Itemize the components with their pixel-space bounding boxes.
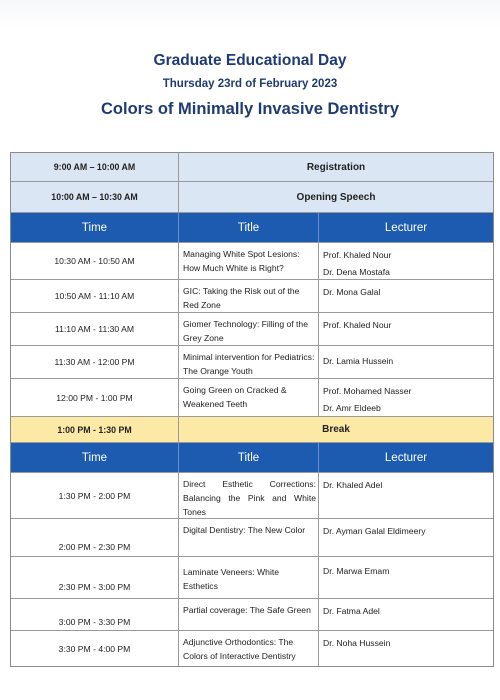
row-title: Giomer Technology: Filling of the Grey Zone [179,313,319,345]
row-time: 3:00 PM - 3:30 PM [11,599,179,630]
table-row [11,378,493,416]
lecturer-name: Dr. Mona Galal [323,287,381,297]
lecturer-name: Dr. Marwa Emam [323,566,390,576]
row-title: Going Green on Cracked & Weakened Teeth [179,379,319,416]
lecturer-name: Dr. Lamia Hussein [323,355,394,366]
row-title: GIC: Taking the Risk out of the Red Zone [179,280,319,312]
table-header-row [11,212,493,242]
lecturer-name: Dr. Amr Eldeeb [323,403,381,413]
event-title: Graduate Educational Day [153,52,347,69]
opening-speech-row [11,181,493,212]
row-lecturer [319,280,493,312]
row-lecturer [319,379,493,416]
table-row [11,556,493,598]
row-time: 10:30 AM - 10:50 AM [11,243,179,279]
table-row [11,312,493,345]
lecturer-name: Dr. Noha Hussein [323,638,391,648]
table-row [11,345,493,378]
opening-speech-time: 10:00 AM – 10:30 AM [11,182,179,212]
lecturer-name: Dr. Dena Mostafa [323,267,390,277]
row-time: 10:50 AM - 11:10 AM [11,280,179,312]
break-time: 1:00 PM - 1:30 PM [11,417,179,442]
row-title: Partial coverage: The Safe Green [179,599,319,630]
registration-row [11,153,493,181]
event-date: Thursday 23rd of February 2023 [162,78,338,90]
opening-speech-label: Opening Speech [296,191,376,203]
row-time: 2:00 PM - 2:30 PM [11,519,179,556]
schedule-table [10,152,494,667]
row-time: 1:30 PM - 2:00 PM [11,473,179,518]
row-title: Digital Dentistry: The New Color [179,519,319,556]
registration-label: Registration [306,161,366,173]
lecturer-name: Dr. Khaled Adel [323,480,383,490]
lecturer-name: Prof. Mohamed Nasser [323,386,412,396]
lecturer-name: Prof. Khaled Nour [323,320,392,330]
header [0,52,500,119]
column-header-time: Time [11,443,179,472]
table-row [11,279,493,312]
row-time: 11:30 AM - 12:00 PM [11,346,179,378]
row-lecturer [319,473,493,518]
registration-time: 9:00 AM – 10:00 AM [11,153,179,181]
column-header-lecturer: Lecturer [384,221,428,234]
row-title: Managing White Spot Lesions: How Much White is Right? [179,243,319,279]
break-row [11,416,493,442]
row-lecturer [319,346,493,378]
lecturer-name: Prof. Khaled Nour [323,250,392,260]
column-header-lecturer: Lecturer [384,451,428,464]
row-time: 11:10 AM - 11:30 AM [11,313,179,345]
table-header-row [11,442,493,472]
row-lecturer [319,519,493,556]
row-lecturer [319,557,493,598]
column-header-title: Title [179,213,319,242]
row-time: 2:30 PM - 3:00 PM [11,557,179,598]
table-row [11,472,493,518]
column-header-title: Title [179,443,319,472]
row-title: Adjunctive Orthodontics: The Colors of Interactive Dentistry [179,631,319,666]
row-title: Direct Esthetic Corrections: Balancing the Pink and White Tones [179,473,319,518]
table-row [11,518,493,556]
table-row [11,242,493,279]
row-title: Laminate Veneers: White Esthetics [179,557,319,598]
break-label: Break [322,424,350,435]
lecturer-name: Dr. Ayman Galal Eldimeery [323,526,426,536]
row-lecturer [319,243,493,279]
column-header-time: Time [11,213,179,242]
table-row [11,630,493,666]
table-row [11,598,493,630]
event-subtitle: Colors of Minimally Invasive Dentistry [101,100,399,118]
row-title: Minimal intervention for Pediatrics: The Orange Youth [179,346,319,378]
row-lecturer [319,631,493,666]
row-time: 3:30 PM - 4:00 PM [11,631,179,666]
lecturer-name: Dr. Fatma Adel [323,606,380,616]
row-time: 12:00 PM - 1:00 PM [11,379,179,416]
row-lecturer [319,313,493,345]
row-lecturer [319,599,493,630]
